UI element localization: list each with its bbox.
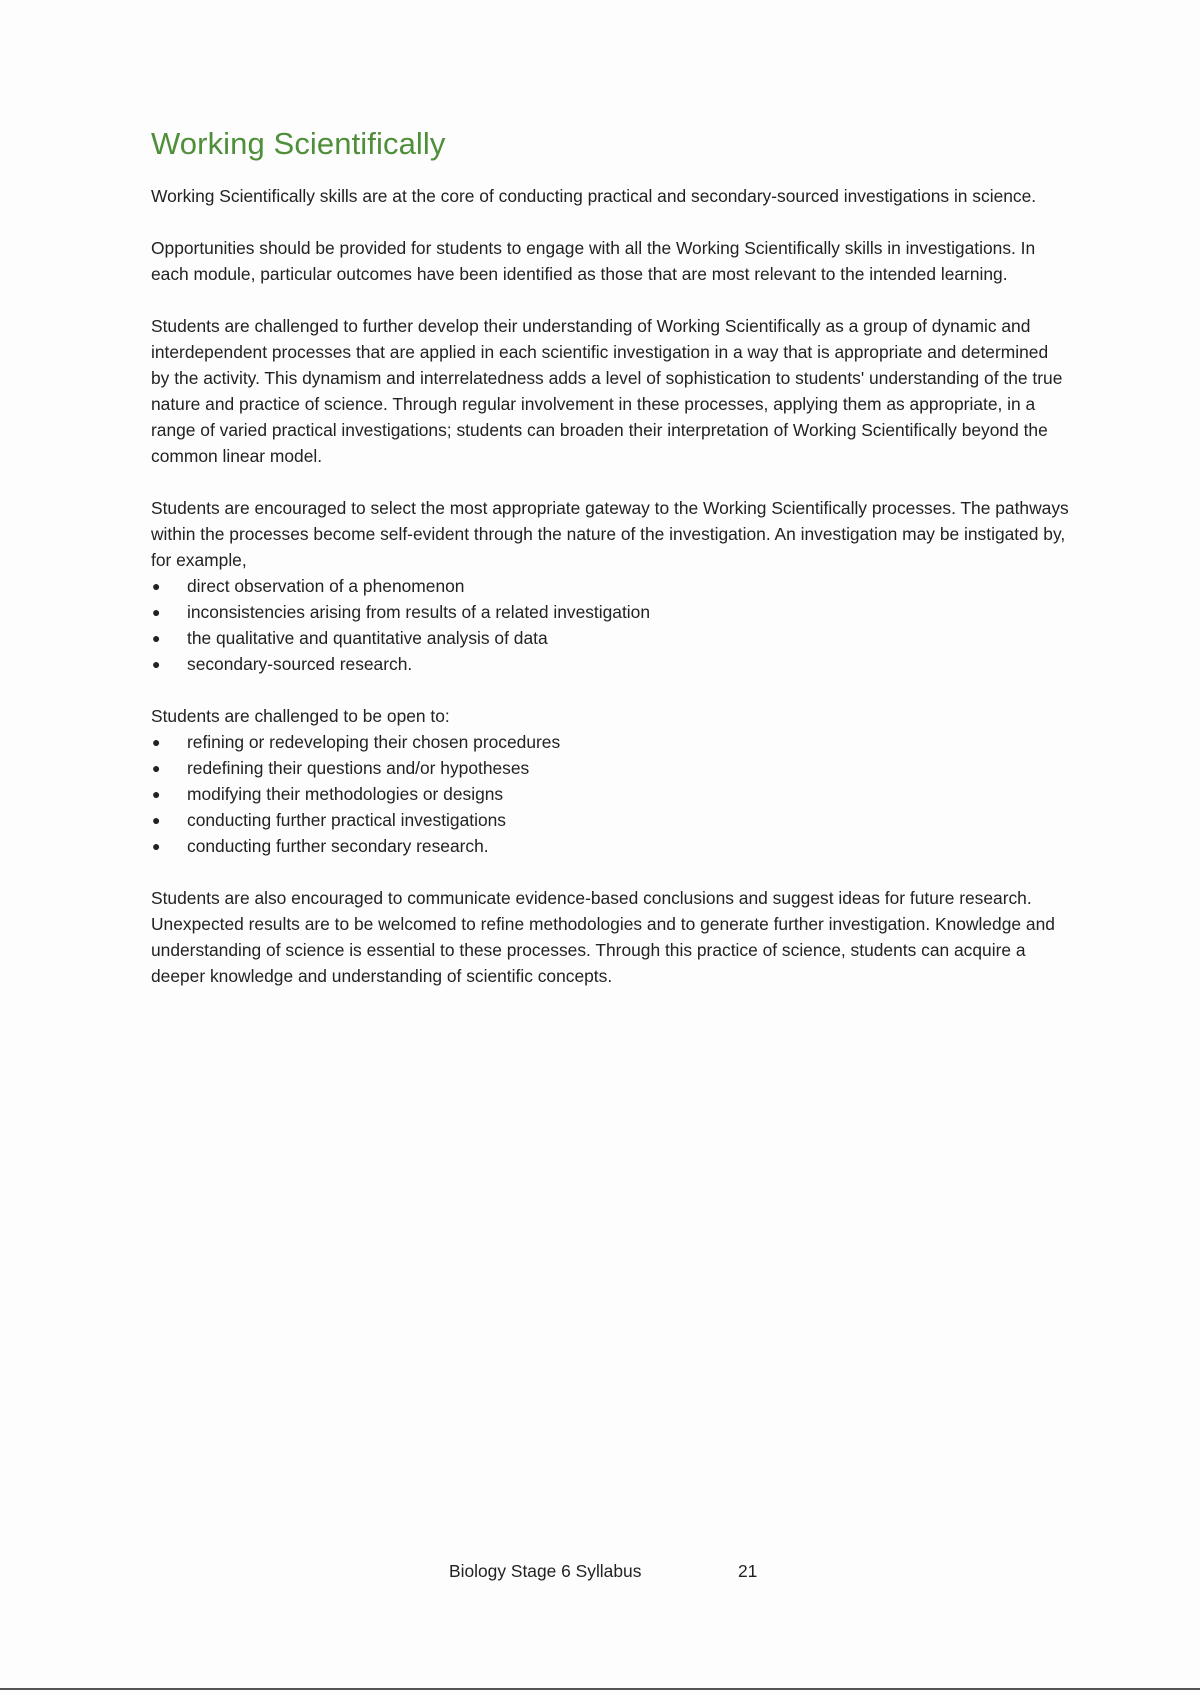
investigation-triggers-list — [151, 573, 1071, 677]
bullet-icon: ● — [152, 760, 161, 776]
bullet-icon: ● — [152, 578, 161, 594]
page-heading: Working Scientifically — [151, 126, 446, 161]
list-item-text: inconsistencies arising from results of a related investigation — [187, 602, 651, 622]
list-item-text: secondary-sourced research. — [187, 654, 413, 674]
list-item-text: redefining their questions and/or hypotheses — [187, 758, 530, 778]
bullet-icon: ● — [152, 734, 161, 750]
list-item — [151, 651, 1071, 677]
list-item-text: conducting further secondary research. — [187, 836, 489, 856]
list-item — [151, 573, 1071, 599]
list-item — [151, 833, 1071, 859]
paragraph-opportunities: Opportunities should be provided for students to engage with all the Working Scientifically skills in investigations. In each module, particular outcomes have been identified as those that are most relevant to the intended learning. — [151, 238, 1036, 284]
list-item — [151, 729, 1071, 755]
footer-page-number: 21 — [738, 1561, 758, 1581]
list-item — [151, 599, 1071, 625]
bullet-icon: ● — [152, 838, 161, 854]
bullet-icon: ● — [152, 656, 161, 672]
bullet-icon: ● — [152, 630, 161, 646]
list-item — [151, 625, 1071, 651]
list-item — [151, 781, 1071, 807]
bottom-edge-divider — [0, 1688, 1200, 1690]
list-item-text: direct observation of a phenomenon — [187, 576, 465, 596]
bullet-icon: ● — [152, 604, 161, 620]
paragraph-intro: Working Scientifically skills are at the core of conducting practical and secondary-sourced investigations in science. — [151, 186, 1037, 206]
open-to-list — [151, 729, 1071, 859]
list-item-text: refining or redeveloping their chosen procedures — [187, 732, 561, 752]
paragraph-conclusions: Students are also encouraged to communicate evidence-based conclusions and suggest ideas for future research. Unexpected results are to be welcomed to refine methodologies and to generate further investigation. Knowledge and understanding of science is essential to these processes. Through this practice of science, students can acquire a deeper knowledge and understanding of scientific concepts. — [151, 888, 1055, 986]
bullet-icon: ● — [152, 812, 161, 828]
bullet-icon: ● — [152, 786, 161, 802]
list-item-text: modifying their methodologies or designs — [187, 784, 504, 804]
paragraph-challenged: Students are challenged to further develop their understanding of Working Scientifically as a group of dynamic and interdependent processes that are applied in each scientific investigation in a way that is appropriate and determined by the activity. This dynamism and interrelatedness adds a level of sophistication to students' understanding of the true nature and practice of science. Through regular involvement in these processes, applying them as appropriate, in a range of varied practical investigations; students can broaden their interpretation of Working Scientifically beyond the common linear model. — [151, 316, 1063, 466]
list-item — [151, 807, 1071, 833]
list-item-text: the qualitative and quantitative analysis of data — [187, 628, 548, 648]
list-item-text: conducting further practical investigations — [187, 810, 507, 830]
paragraph-open-to: Students are challenged to be open to: — [151, 706, 450, 726]
footer-document-title: Biology Stage 6 Syllabus — [449, 1561, 642, 1581]
document-body — [151, 183, 1071, 1015]
paragraph-gateway: Students are encouraged to select the most appropriate gateway to the Working Scientifically processes. The pathways within the processes become self-evident through the nature of the investigation. An investigation may be instigated by, for example, — [151, 498, 1069, 570]
list-item — [151, 755, 1071, 781]
